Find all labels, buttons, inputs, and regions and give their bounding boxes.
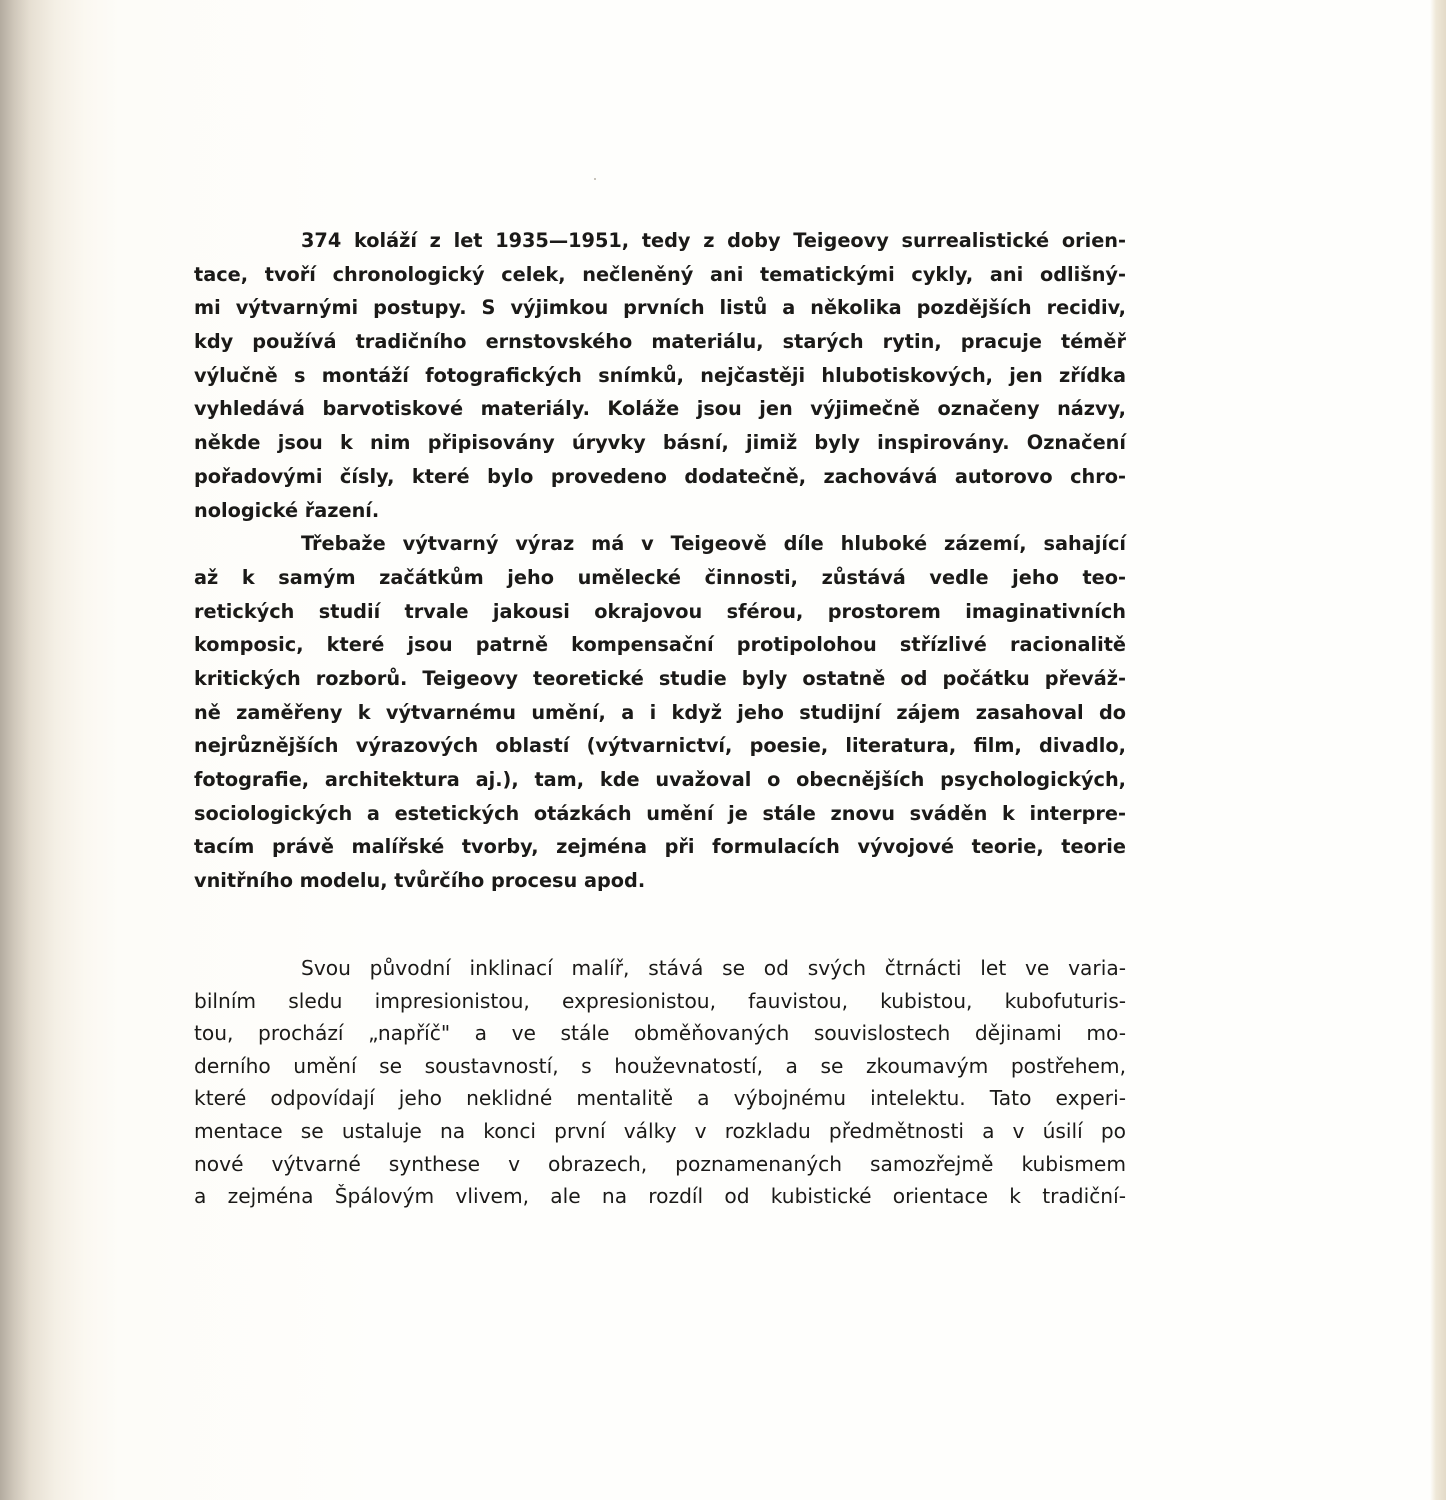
text-line: Svou původní inklinací malíř, stává se od svých čtrnácti let ve varia- <box>301 956 1126 980</box>
text-line: mi výtvarnými postupy. S výjimkou prvních listů a několika pozdějších recidiv, <box>194 296 1126 320</box>
text-line: ně zaměřeny k výtvarnému umění, a i když jeho studijní zájem zasahoval do <box>194 700 1126 724</box>
paper-speck <box>594 178 596 180</box>
text-line: které odpovídají jeho neklidné mentalitě a výbojnému intelektu. Tato experi- <box>194 1086 1126 1111</box>
text-line: kdy používá tradičního ernstovského materiálu, starých rytin, pracuje téměř <box>194 330 1126 354</box>
text-line: sociologických a estetických otázkách umění je stále znovu sváděn k interpre- <box>194 801 1126 825</box>
paragraph-visual-expression <box>194 527 1126 898</box>
paragraph-painter-inclination <box>194 952 1126 1213</box>
text-line: derního umění se soustavností, s houževnatostí, a se zkoumavým postřehem, <box>194 1053 1126 1078</box>
paragraph-collages <box>194 224 1126 527</box>
text-line: fotografie, architektura aj.), tam, kde uvažoval o obecnějších psychologických, <box>194 768 1126 791</box>
text-line: nejrůznějších výrazových oblastí (výtvarnictví, poesie, literatura, film, divadlo, <box>194 734 1126 758</box>
text-line: vyhledává barvotiskové materiály. Koláže jsou jen výjimečně označeny názvy, <box>194 397 1126 421</box>
text-line: nologické řazení. <box>194 498 380 522</box>
text-line: někde jsou k nim připisovány úryvky básní, jimiž byly inspirovány. Označení <box>194 431 1126 455</box>
text-line: komposic, které jsou patrně kompensační protipolohou střízlivé racionalitě <box>194 633 1126 657</box>
text-line: nové výtvarné synthese v obrazech, poznamenaných samozřejmě kubismem <box>194 1151 1126 1176</box>
text-line: kritických rozborů. Teigeovy teoretické studie byly ostatně od počátku převáž- <box>194 666 1126 690</box>
text-line: a zejména Špálovým vlivem, ale na rozdíl od kubistické orientace k tradiční- <box>194 1184 1126 1209</box>
text-line: 374 koláží z let 1935—1951, tedy z doby Teigeovy surrealistické orien- <box>301 229 1126 252</box>
text-line: tou, prochází „napříč" a ve stále obměňovaných souvislostech dějinami mo- <box>194 1021 1126 1046</box>
text-line: výlučně s montáží fotografických snímků, nejčastěji hlubotiskových, jen zřídka <box>194 363 1126 387</box>
text-line: tace, tvoří chronologický celek, nečleněný ani tematickými cykly, ani odlišný- <box>194 262 1126 286</box>
text-line: bilním sledu impresionistou, expresionistou, fauvistou, kubistou, kubofuturis- <box>194 988 1126 1013</box>
bold-section <box>194 224 1126 898</box>
text-line: tacím právě malířské tvorby, zejména při formulacích vývojové teorie, teorie <box>194 835 1126 859</box>
text-line: retických studií trvale jakousi okrajovou sférou, prostorem imaginativních <box>194 599 1126 623</box>
text-line: mentace se ustaluje na konci první války v rozkladu předmětnosti a v úsilí po <box>194 1118 1126 1143</box>
regular-section <box>194 952 1126 1213</box>
text-line: vnitřního modelu, tvůrčího procesu apod. <box>194 869 646 893</box>
text-line: až k samým začátkům jeho umělecké činnosti, zůstává vedle jeho teo- <box>194 565 1126 589</box>
text-line: pořadovými čísly, které bylo provedeno dodatečně, zachovává autorovo chro- <box>194 464 1126 488</box>
text-line: Třebaže výtvarný výraz má v Teigeově díle hluboké zázemí, sahající <box>301 532 1126 556</box>
